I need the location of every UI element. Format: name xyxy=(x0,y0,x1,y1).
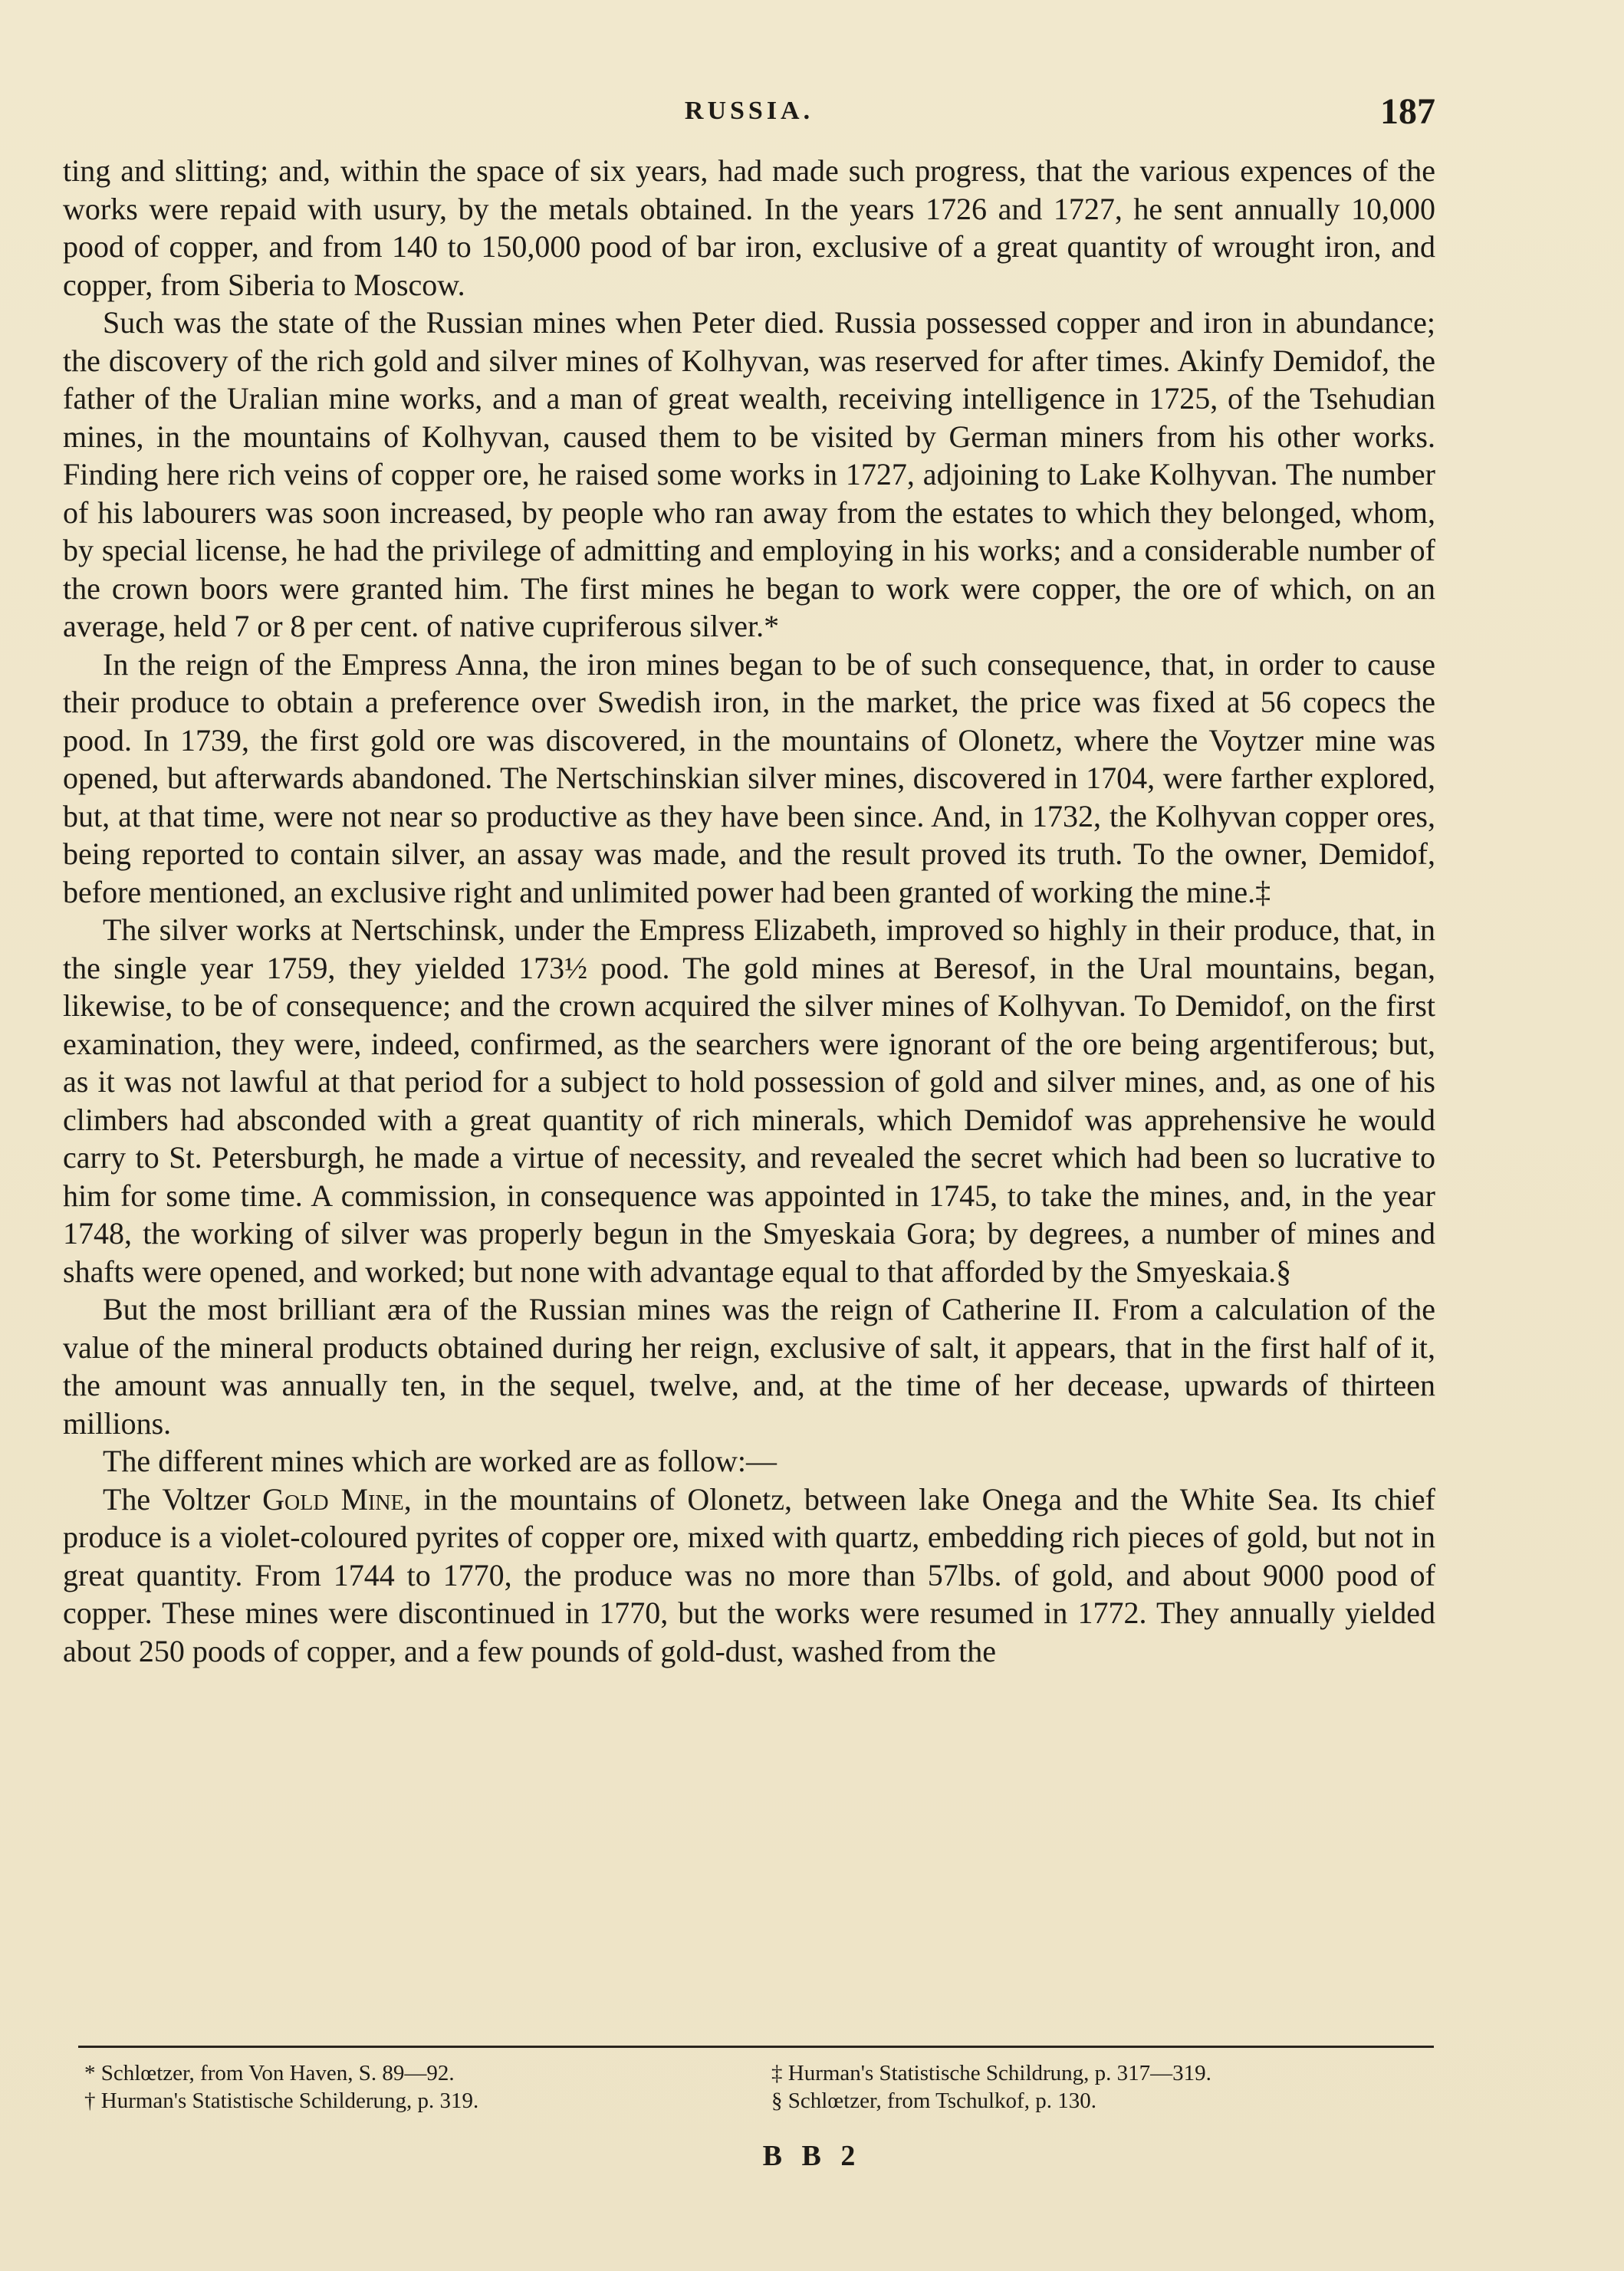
footnote-column-left xyxy=(84,2059,744,2115)
paragraph-voltzer-gold-mine xyxy=(63,1481,1435,1671)
paragraph-rest: , in the mountains of Olonetz, between lake Onega and the White Sea. Its chief produce is a violet-coloured pyrites of copper ore, mixed with quartz, embedding rich pieces of gold, but not in great quantity. From 1744 to 1770, the produce was no more than 57lbs. of gold, and about 9000 pood of copper. These mines were discontinued in 1770, but the works were resumed in 1772. They annually yielded about 250 poods of copper, and a few pounds of gold-dust, washed from the xyxy=(63,1481,1436,1668)
footnote-rule xyxy=(78,2046,1434,2048)
footnote-column-right xyxy=(771,2059,1431,2115)
signature-mark: B B 2 xyxy=(762,2140,862,2172)
mine-name-small-caps: Gold Mine xyxy=(262,1481,404,1517)
paragraph: Such was the state of the Russian mines when Peter died. Russia possessed copper and iron in abundance; the discovery of the rich gold and silver mines of Kolhyvan, was reserved for after times. Akinfy Demidof, the father of the Uralian mine works, and a man of great wealth, receiving intelligence in 1725, of the Tsehudian mines, in the mountains of Kolhyvan, caused them to be visited by German miners from his other works. Finding here rich veins of copper ore, he raised some works in 1727, adjoining to Lake Kolhyvan. The number of his labourers was soon increased, by people who ran away from the estates to which they belonged, whom, by special license, he had the privilege of admitting and employing in his works; and a considerable number of the crown boors were granted him. The first mines he began to work were copper, the ore of which, on an average, held 7 or 8 per cent. of native cupriferous silver.* xyxy=(63,305,1435,643)
running-head xyxy=(63,90,1435,136)
paragraph: The different mines which are worked are as follow:— xyxy=(103,1444,777,1478)
footnote: † Hurman's Statistische Schilderung, p. 319. xyxy=(84,2089,479,2113)
body-text xyxy=(63,152,1435,1670)
paragraph-lead: The Voltzer xyxy=(103,1481,251,1517)
footnote: § Schlœtzer, from Tschulkof, p. 130. xyxy=(771,2089,1096,2113)
paragraph: The silver works at Nertschinsk, under the Empress Elizabeth, improved so highly in their produce, that, in the single year 1759, they yielded 173½ pood. The gold mines at Beresof, in the Ural mountains, began, likewise, to be of consequence; and the crown acquired the silver mines of Kolhyvan. To Demidof, on the first examination, they were, indeed, confirmed, as the searchers were ignorant of the ore being argentiferous; but, as it was not lawful at that period for a subject to hold possession of gold and silver mines, and, as one of his climbers had absconded with a great quantity of rich minerals, which Demidof was apprehensive he would carry to St. Petersburgh, he made a virtue of necessity, and revealed the secret which had been so lucrative to him for some time. A commission, in consequence was appointed in 1745, to take the mines, and, in the year 1748, the working of silver was properly begun in the Smyeskaia Gora; by degrees, a number of mines and shafts were opened, and worked; but none with advantage equal to that afforded by the Smyeskaia.§ xyxy=(63,912,1435,1289)
footnote: * Schlœtzer, from Von Haven, S. 89—92. xyxy=(84,2061,455,2085)
footnote: ‡ Hurman's Statistische Schildrung, p. 317—319. xyxy=(771,2061,1211,2085)
page-number: 187 xyxy=(1380,91,1435,132)
paragraph: In the reign of the Empress Anna, the iron mines began to be of such consequence, that, in order to cause their produce to obtain a preference over Swedish iron, in the market, the price was fixed at 56 copecs the pood. In 1739, the first gold ore was discovered, in the mountains of Olonetz, where the Voytzer mine was opened, but afterwards abandoned. The Nertschinskian silver mines, discovered in 1704, were farther explored, but, at that time, were not near so productive as they have been since. And, in 1732, the Kolhyvan copper ores, being reported to contain silver, an assay was made, and the result proved its truth. To the owner, Demidof, before mentioned, an exclusive right and unlimited power had been granted of working the mine.‡ xyxy=(63,646,1435,909)
paragraph: But the most brilliant æra of the Russian mines was the reign of Catherine II. From a calculation of the value of the mineral products obtained during her reign, exclusive of salt, it appears, that in the first half of it, the amount was annually ten, in the sequel, twelve, and, at the time of her decease, upwards of thirteen millions. xyxy=(63,1292,1435,1441)
running-title: RUSSIA. xyxy=(684,97,814,125)
paragraph: ting and slitting; and, within the space of six years, had made such progress, that the various expences of the works were repaid with usury, by the metals obtained. In the years 1726 and 1727, he sent annually 10,000 pood of copper, and from 140 to 150,000 pood of bar iron, exclusive of a great quantity of wrought iron, and copper, from Siberia to Moscow. xyxy=(63,153,1435,302)
